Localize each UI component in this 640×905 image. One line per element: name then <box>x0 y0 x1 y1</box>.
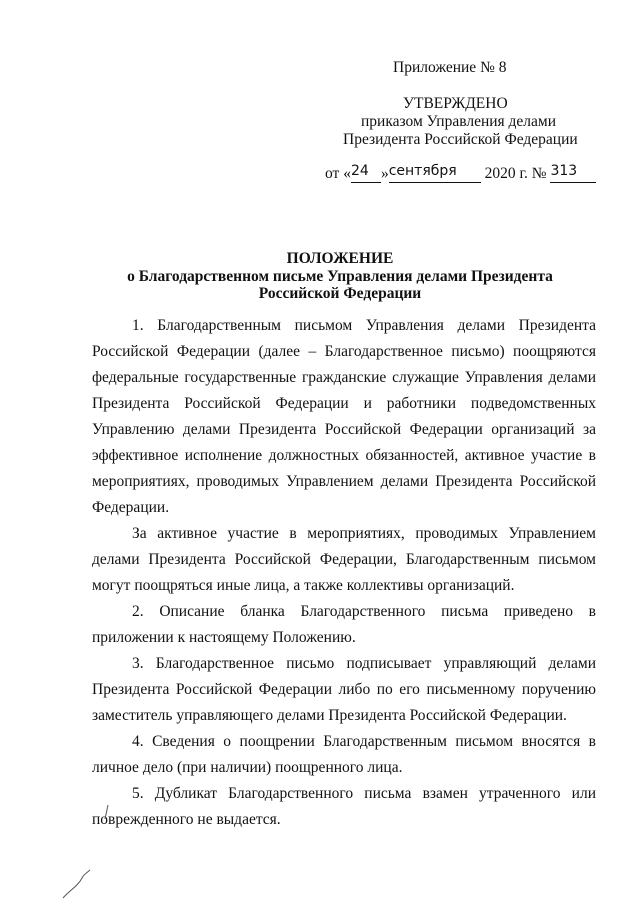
pen-stroke-mark <box>100 803 114 823</box>
order-line-2: Президента Российской Федерации <box>343 131 578 148</box>
date-day: 24 <box>350 163 369 179</box>
paragraph-2: 2. Описание бланка Благодарственного письма приведено в приложении к настоящему Положению. <box>92 603 596 646</box>
order-number-field <box>550 163 596 183</box>
title-line-2: о Благодарственном письме Управления делами Президента <box>127 268 553 285</box>
document-body <box>92 313 596 833</box>
paragraph-1-continued: За активное участие в мероприятиях, проводимых Управлением делами Президента Российской Федерации, Благодарственным письмом могут поощряться иные лица, а также коллективы организаций. <box>92 525 596 594</box>
order-line-1: приказом Управления делами <box>361 113 557 130</box>
date-year: 2020 г. № <box>484 165 547 182</box>
date-month-field <box>388 163 481 183</box>
order-number: 313 <box>550 163 578 179</box>
title-line-3: Российской Федерации <box>258 285 422 302</box>
paragraph-3: 3. Благодарственное письмо подписывает управляющий делами Президента Российской Федерации либо по его письменному поручению заместитель управляющего делами Президента Российской Федерации. <box>92 655 596 724</box>
date-mid: » <box>380 165 389 182</box>
date-month: сентября <box>388 163 457 179</box>
date-prefix: от « <box>325 165 351 182</box>
paragraph-4: 4. Сведения о поощрении Благодарственным письмом вносятся в личное дело (при наличии) поощренного лица. <box>92 733 596 776</box>
date-day-field <box>350 163 381 183</box>
paragraph-5: 5. Дубликат Благодарственного письма взамен утраченного или поврежденного не выдается. <box>92 785 596 828</box>
title-line-1: ПОЛОЖЕНИЕ <box>286 250 394 267</box>
paragraph-1: 1. Благодарственным письмом Управления делами Президента Российской Федерации (далее – Благодарственное письмо) поощряются федеральные государственные гражданские служащие Управления делами Президента Российской Федерации и работники подведомственных Управлению делами Президента Российской Федерации организаций за эффективное исполнение должностных обязанностей, активное участие в мероприятиях, проводимых Управлением делами Президента Российской Федерации. <box>92 317 596 516</box>
signature-stroke-mark <box>60 868 94 902</box>
order-date-line <box>325 164 596 183</box>
approved-stamp-text: УТВЕРЖДЕНО <box>403 95 508 112</box>
appendix-number: Приложение № 8 <box>393 59 507 76</box>
